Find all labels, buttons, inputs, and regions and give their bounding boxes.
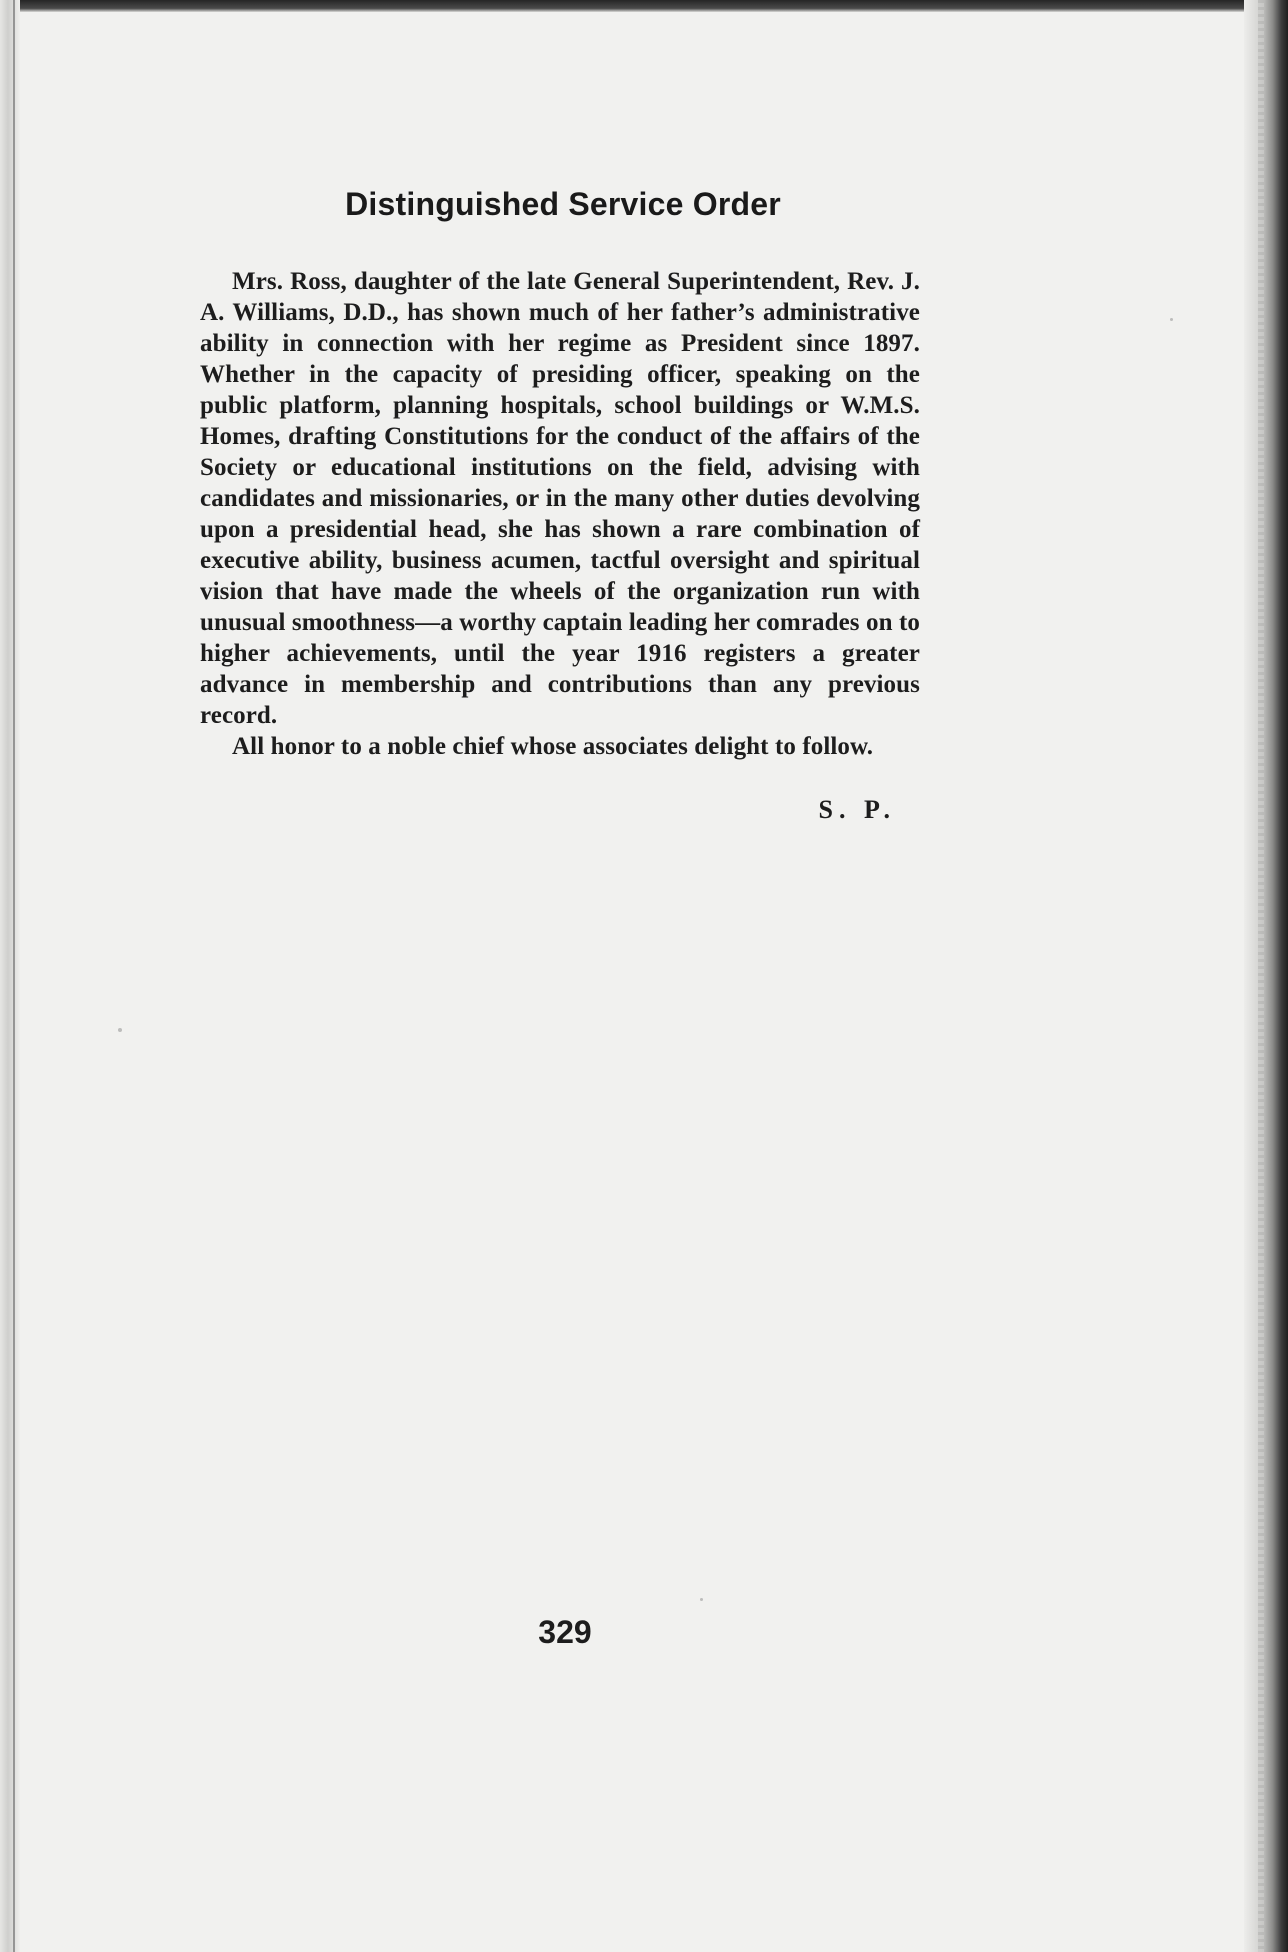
page-fore-edge: [1244, 0, 1288, 1952]
body-text: [200, 266, 920, 762]
fore-edge-stack: [1258, 0, 1264, 1952]
page-number: 329: [538, 1614, 592, 1650]
binding-edge: [0, 0, 20, 1952]
signature-initials: S. P.: [818, 795, 896, 824]
page-content: [200, 184, 920, 826]
dust-speck: [700, 1598, 703, 1601]
dust-speck: [1170, 318, 1173, 321]
paragraph-closing: All honor to a noble chief whose associates delight to follow.: [232, 733, 874, 760]
binding-line: [13, 0, 15, 1952]
paragraph-tribute: Mrs. Ross, daughter of the late General Superintendent, Rev. J. A. Williams, D.D., has shown much of her father’s administrative ability in connection with her regime as President since 1897. Whether in the capacity of presiding officer, speaking on the public platform, planning hospitals, school buildings or W.M.S. Homes, drafting Constitutions for the conduct of the affairs of the Society or educational institutions on the field, advising with candidates and missionaries, or in the many other duties devolving upon a presidential head, she has shown a rare combination of executive ability, business acumen, tactful oversight and spiritual vision that have made the wheels of the organization run with unusual smoothness—a worthy captain leading her comrades on to higher achievements, until the year 1916 registers a greater advance in membership and contributions than any previous record.: [200, 268, 920, 729]
page-heading: Distinguished Service Order: [345, 186, 781, 222]
dust-speck: [118, 1028, 122, 1032]
scan-top-edge: [0, 0, 1288, 12]
